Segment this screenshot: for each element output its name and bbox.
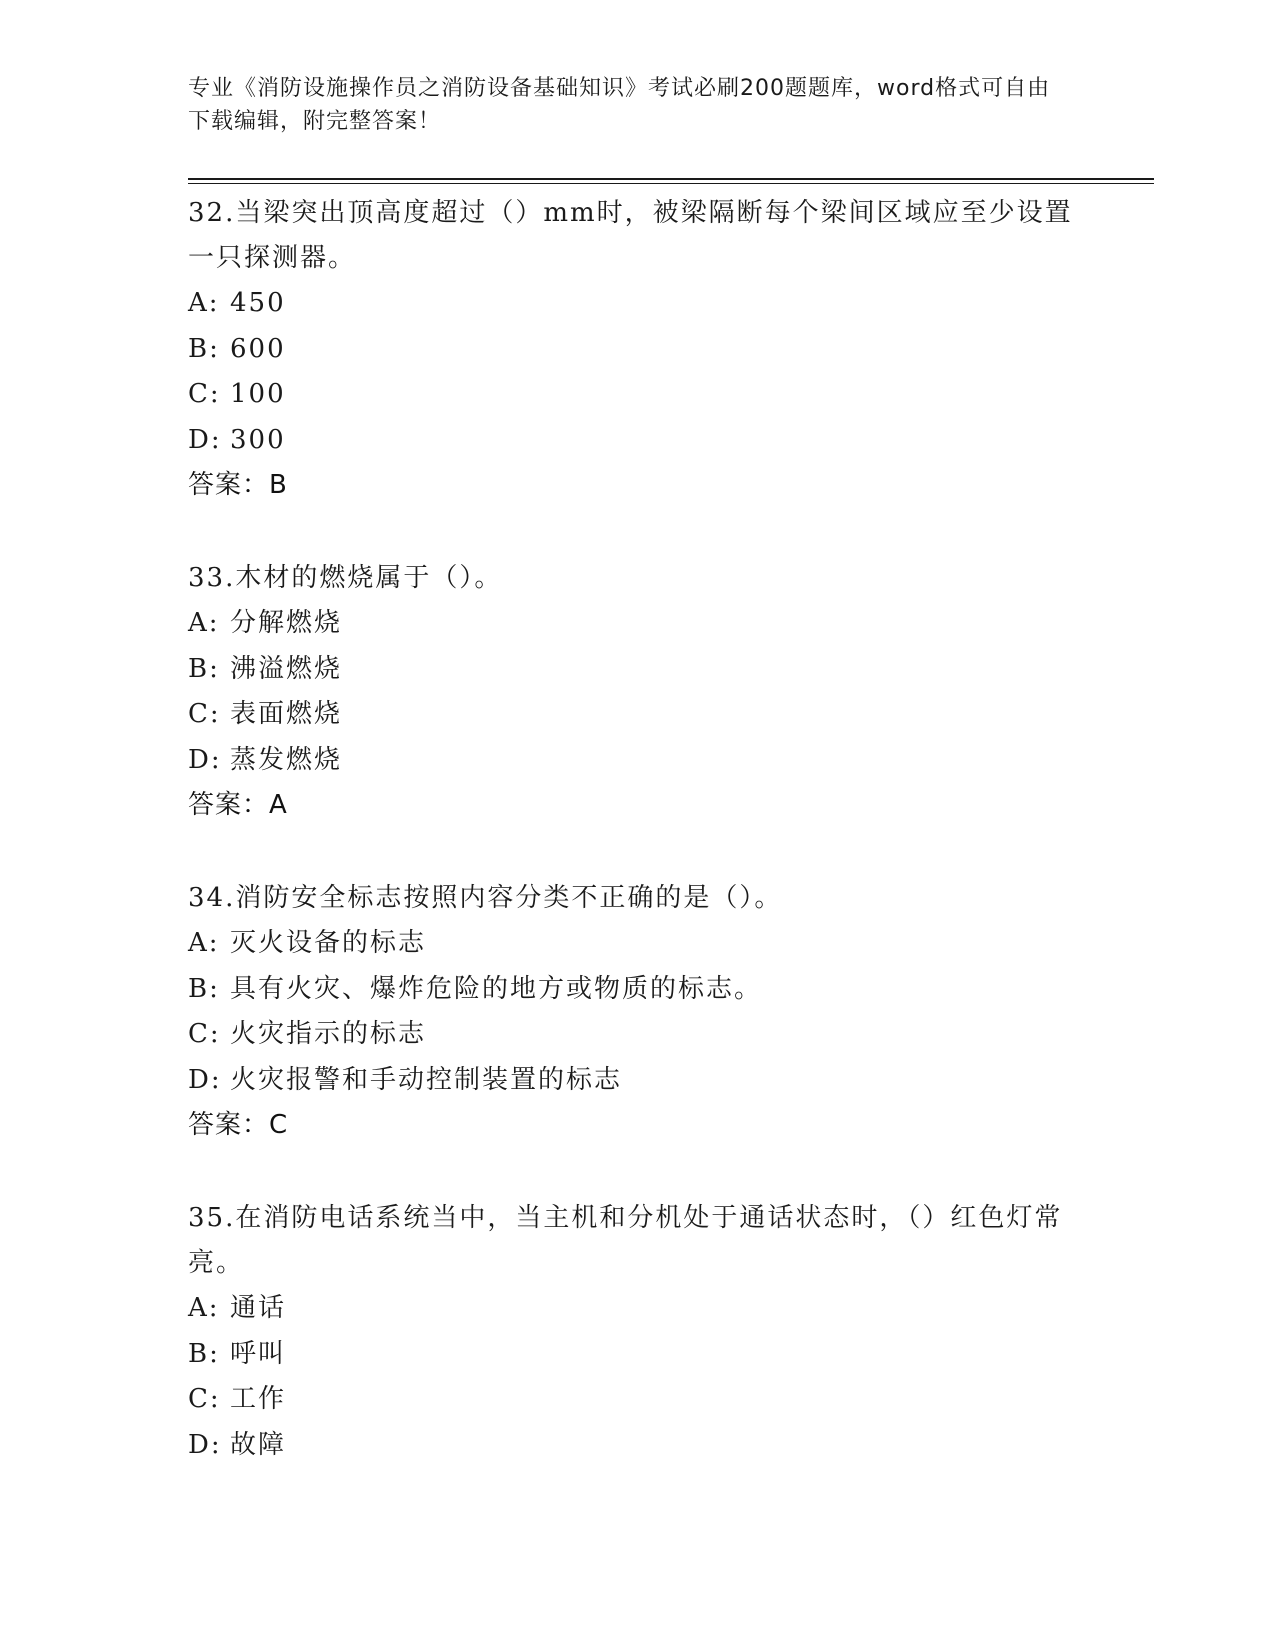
question-35 <box>188 1195 1088 1468</box>
option-letter: D: <box>188 1064 222 1095</box>
option-text: 故障 <box>230 1429 287 1460</box>
question-spacer <box>188 1148 1088 1195</box>
option-d <box>188 1423 1088 1469</box>
option-letter: A: <box>188 1293 220 1323</box>
option-a <box>188 1286 1088 1332</box>
option-text: 表面燃烧 <box>230 699 343 729</box>
option-letter: D: <box>188 1429 222 1460</box>
option-letter: C: <box>188 1019 221 1049</box>
question-text: 33.木材的燃烧属于（）。 <box>188 563 503 593</box>
option-text: 呼叫 <box>230 1338 287 1369</box>
document-header: 专业《消防设施操作员之消防设备基础知识》考试必刷200题题库，word格式可自由下载编辑，附完整答案！ <box>188 76 1051 134</box>
option-text: 300 <box>230 424 286 455</box>
option-c <box>188 692 1088 738</box>
option-c <box>188 372 1088 418</box>
option-a <box>188 601 1088 647</box>
option-letter: D: <box>188 424 222 455</box>
option-letter: B: <box>188 1338 220 1369</box>
question-32 <box>188 190 1088 508</box>
option-text: 火灾报警和手动控制装置的标志 <box>230 1064 623 1095</box>
option-letter: A: <box>188 288 220 318</box>
option-b <box>188 1332 1088 1378</box>
question-text: 32.当梁突出顶高度超过（）mm时，被梁隔断每个梁间区域应至少设置一只探测器。 <box>188 198 1073 273</box>
option-letter: A: <box>188 928 220 958</box>
header-divider-thin <box>188 183 1154 184</box>
answer-label: 答案：A <box>188 790 288 820</box>
question-34 <box>188 875 1088 1148</box>
option-c <box>188 1377 1088 1423</box>
option-d <box>188 738 1088 784</box>
option-c <box>188 1012 1088 1058</box>
question-spacer <box>188 828 1088 875</box>
question-text: 35.在消防电话系统当中，当主机和分机处于通话状态时，（）红色灯常亮。 <box>188 1203 1063 1278</box>
option-text: 沸溢燃烧 <box>230 653 343 684</box>
answer-label: 答案：B <box>188 470 288 500</box>
option-text: 分解燃烧 <box>230 608 343 638</box>
question-spacer <box>188 508 1088 555</box>
option-text: 450 <box>230 288 286 318</box>
option-b <box>188 327 1088 373</box>
option-text: 具有火灾、爆炸危险的地方或物质的标志。 <box>230 973 763 1004</box>
question-text: 34.消防安全标志按照内容分类不正确的是（）。 <box>188 883 783 913</box>
option-a <box>188 281 1088 327</box>
option-a <box>188 921 1088 967</box>
option-letter: A: <box>188 608 220 638</box>
option-b <box>188 967 1088 1013</box>
option-letter: C: <box>188 379 221 409</box>
option-letter: C: <box>188 699 221 729</box>
option-text: 600 <box>230 333 286 364</box>
option-text: 灭火设备的标志 <box>230 928 427 958</box>
option-text: 100 <box>230 379 286 409</box>
option-text: 工作 <box>230 1384 287 1414</box>
question-33 <box>188 555 1088 828</box>
option-letter: B: <box>188 653 220 684</box>
option-letter: C: <box>188 1384 221 1414</box>
option-b <box>188 647 1088 693</box>
option-text: 蒸发燃烧 <box>230 744 343 775</box>
option-d <box>188 1058 1088 1104</box>
option-letter: B: <box>188 973 220 1004</box>
option-d <box>188 418 1088 464</box>
option-letter: B: <box>188 333 220 364</box>
header-divider-thick <box>188 178 1154 180</box>
option-letter: D: <box>188 744 222 775</box>
question-list <box>188 190 1088 1468</box>
option-text: 火灾指示的标志 <box>230 1019 427 1049</box>
option-text: 通话 <box>230 1293 287 1323</box>
answer-label: 答案：C <box>188 1110 289 1140</box>
